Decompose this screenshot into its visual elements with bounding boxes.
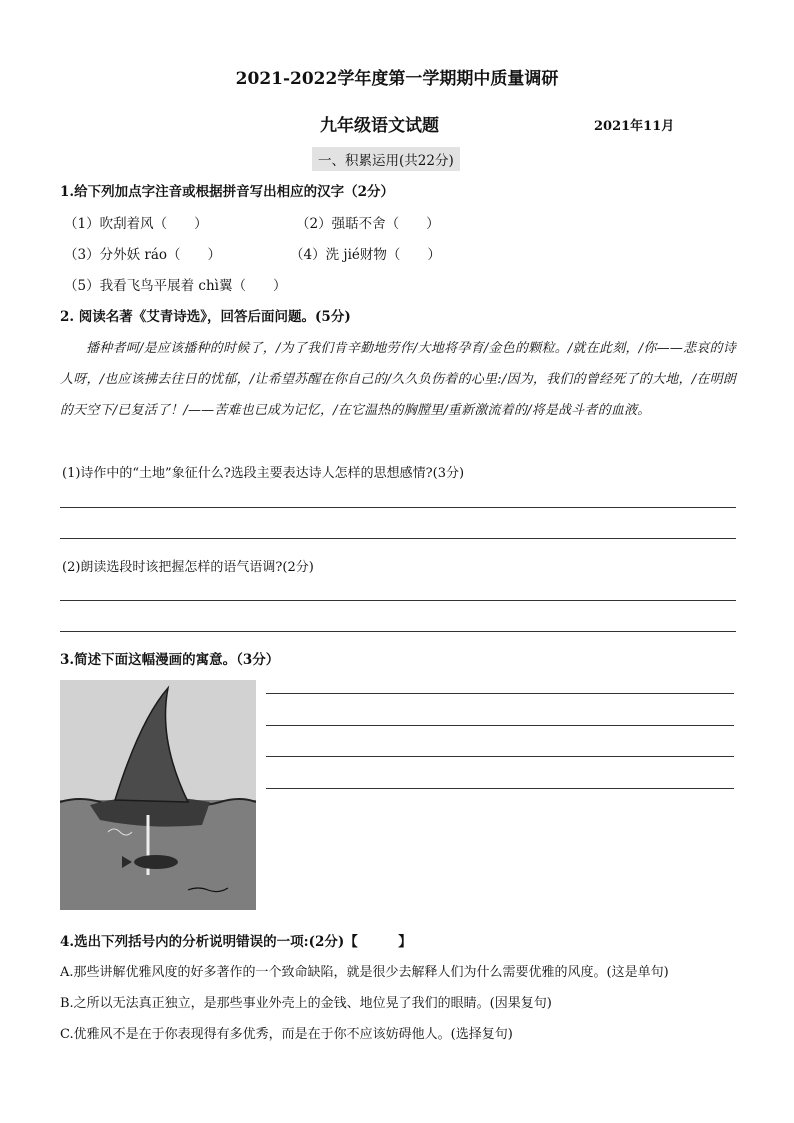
q1-item-2: （2）强聒不舍（ ） [296,216,440,232]
answer-line [60,507,736,508]
answer-line [266,756,734,757]
q1-item-4: （4）洗 jié财物（ ） [290,247,441,263]
question-1-prompt: 1.给下列加点字注音或根据拼音写出相应的汉字（2分） [60,184,394,200]
question-4-prompt: 4.选出下列括号内的分析说明错误的一项:(2分)【 】 [60,934,412,950]
q4-option-c: C.优雅风不是在于你表现得有多优秀，而是在于你不应该妨碍他人。(选择复句) [60,1027,513,1042]
poem-excerpt: 播种者呵/是应该播种的时候了，/为了我们肯辛勤地劳作/大地将孕育/金色的颗粒。/就在此刻，/你——悲哀的诗人呀，/也应该拂去往日的忧郁，/让希望苏醒在你自己的/久久负伤着的心里:/因为，我们的曾经死了的大地，/在明朗的天空下/已复活了！/——苦难也已成为记忆，/在它温热的胸膛里/重新激流着的/将是战斗者的血液。 [60,341,736,418]
q4-option-b: B.之所以无法真正独立，是那些事业外壳上的金钱、地位晃了我们的眼睛。(因果复句) [60,996,552,1011]
exam-title: 2021-2022学年度第一学期期中质量调研 [235,69,559,89]
answer-line [266,788,734,789]
section-heading: 一、积累运用(共22分) [312,147,460,171]
answer-line [60,600,736,601]
q2-sub-question-1: (1)诗作中的“土地”象征什么?选段主要表达诗人怎样的思想感情?(3分) [62,466,465,481]
question-2-prompt: 2. 阅读名著《艾青诗选》，回答后面问题。(5分) [60,309,351,325]
cartoon-fish [134,855,178,869]
answer-line [266,725,734,726]
exam-date: 2021年11月 [594,119,675,134]
q2-sub-question-2: (2)朗读选段时该把握怎样的语气语调?(2分) [62,560,314,575]
exam-subtitle: 九年级语文试题 [320,116,439,136]
answer-line [60,538,736,539]
answer-line [60,631,736,632]
q1-item-1: （1）吹刮着风（ ） [64,216,208,232]
sailboat-shark-cartoon [60,680,256,910]
q4-option-a: A.那些讲解优雅风度的好多著作的一个致命缺陷，就是很少去解释人们为什么需要优雅的风度。(这是单句) [60,965,669,980]
q1-item-3: （3）分外妖 ráo（ ） [64,247,222,263]
question-3-prompt: 3.简述下面这幅漫画的寓意。（3分） [60,652,280,668]
answer-line [266,693,734,694]
q1-item-5: （5）我看飞鸟平展着 chì翼（ ） [64,278,287,294]
